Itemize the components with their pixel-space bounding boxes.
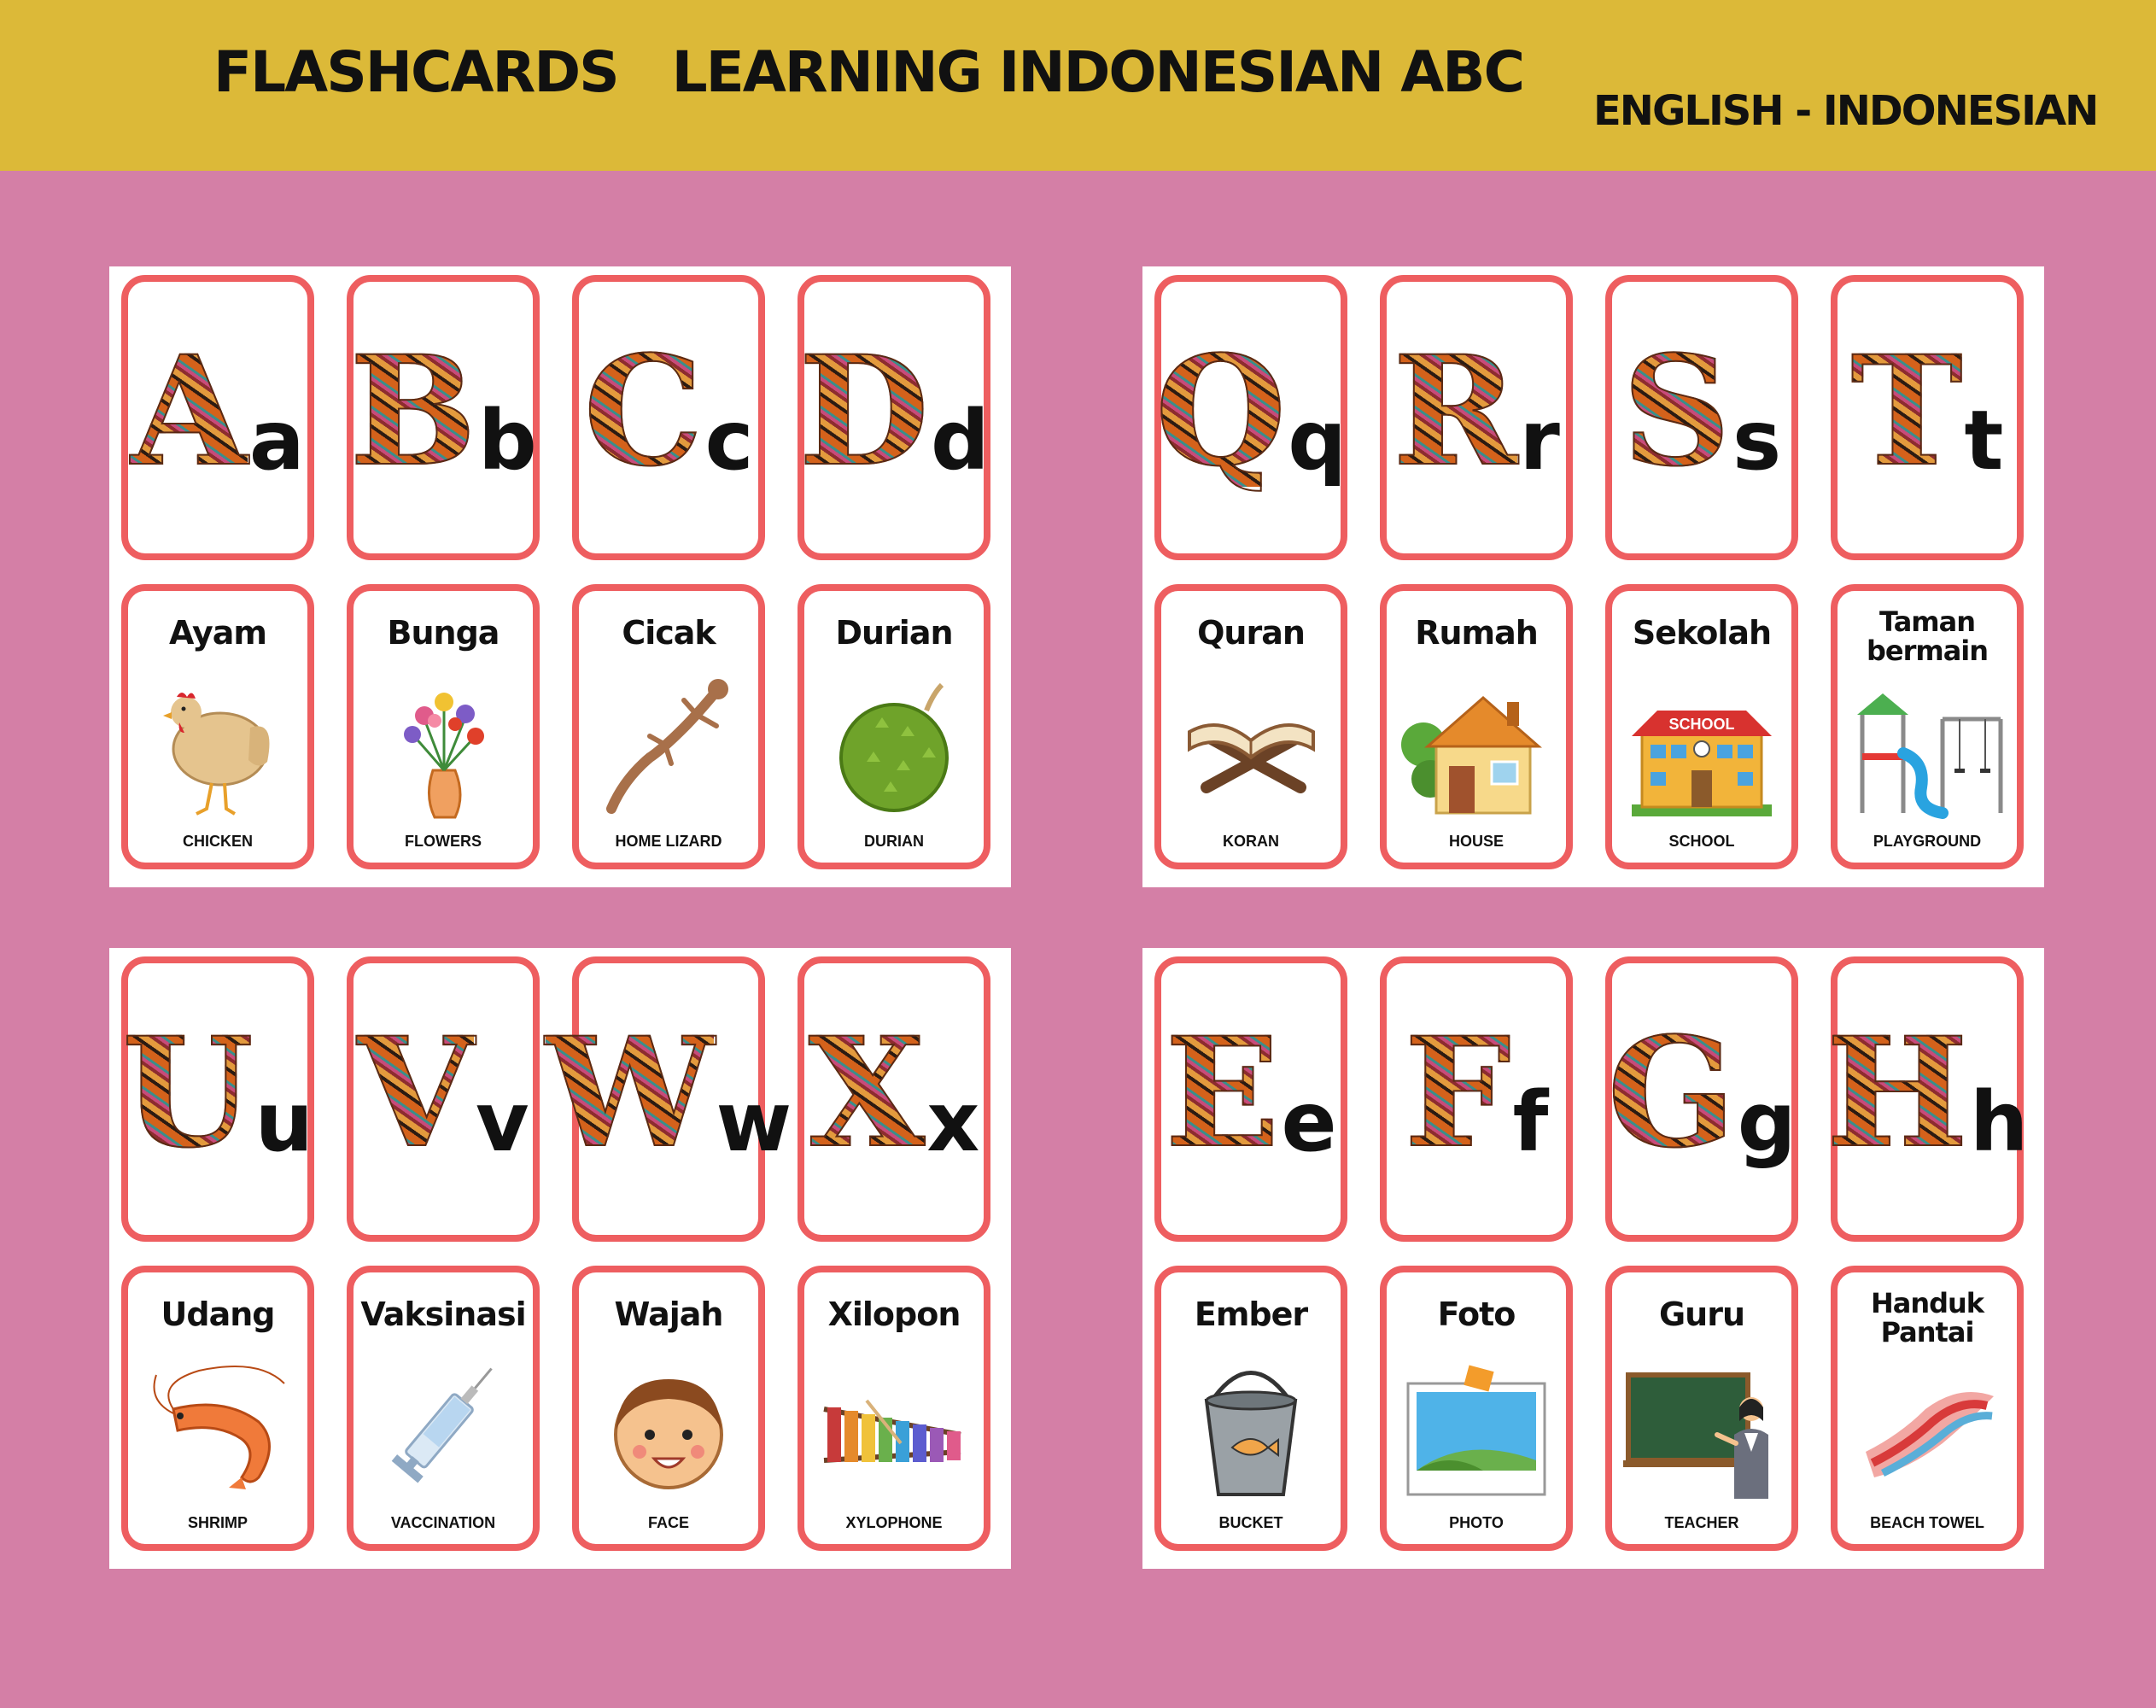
letter-pair xyxy=(798,323,990,500)
indonesian-word: Foto xyxy=(1437,1296,1516,1333)
lizard-icon xyxy=(590,668,747,822)
indonesian-word: Durian xyxy=(835,614,953,652)
uppercase-letter: R xyxy=(1393,323,1518,500)
letter-pair xyxy=(1387,1004,1566,1181)
uppercase-letter: C xyxy=(583,323,704,500)
word-card xyxy=(1380,1266,1573,1551)
uppercase-letter: X xyxy=(808,1004,926,1181)
word-card xyxy=(1380,584,1573,869)
house-icon xyxy=(1398,668,1555,822)
word-card xyxy=(1831,1266,2024,1551)
word-card xyxy=(347,1266,540,1551)
letter-pair xyxy=(1387,323,1566,500)
lowercase-letter: a xyxy=(248,393,305,488)
letter-pair xyxy=(1612,323,1791,500)
indonesian-word: Handuk Pantai xyxy=(1870,1287,1984,1348)
koran-icon xyxy=(1172,668,1329,822)
chicken-icon xyxy=(139,668,296,822)
english-translation: VACCINATION xyxy=(390,1514,496,1531)
letter-pair xyxy=(1826,1004,2029,1181)
english-translation: DURIAN xyxy=(864,833,924,850)
lowercase-letter: t xyxy=(1964,393,2004,488)
letter-card xyxy=(121,956,314,1242)
face-icon xyxy=(590,1349,747,1503)
word-card xyxy=(572,1266,765,1551)
english-translation: FLOWERS xyxy=(405,833,482,850)
flashcard-sheet xyxy=(1142,266,2044,887)
word-card xyxy=(1831,584,2024,869)
english-translation: PLAYGROUND xyxy=(1873,833,1982,850)
word-card xyxy=(1154,1266,1347,1551)
page-title: FLASHCARDS LEARNING INDONESIAN ABC xyxy=(213,39,1524,105)
lowercase-letter: h xyxy=(1969,1074,2029,1170)
indonesian-word: Cicak xyxy=(622,614,716,652)
english-translation: BEACH TOWEL xyxy=(1870,1514,1984,1531)
english-translation: TEACHER xyxy=(1664,1514,1739,1531)
uppercase-letter: G xyxy=(1607,1004,1736,1181)
uppercase-letter: Q xyxy=(1154,323,1287,500)
indonesian-word: Guru xyxy=(1658,1296,1745,1333)
english-translation: PHOTO xyxy=(1449,1514,1504,1531)
uppercase-letter: V xyxy=(357,1004,474,1181)
word-card xyxy=(1605,584,1798,869)
english-translation: HOUSE xyxy=(1448,833,1504,850)
letter-card xyxy=(1154,956,1347,1242)
uppercase-letter: D xyxy=(798,323,929,500)
letter-card xyxy=(572,275,765,560)
letter-card xyxy=(1605,275,1798,560)
indonesian-word: Xilopon xyxy=(827,1296,961,1333)
letter-card xyxy=(347,275,540,560)
flashcard-sheet xyxy=(109,266,1011,887)
lowercase-letter: d xyxy=(930,393,990,488)
indonesian-word: Ember xyxy=(1194,1296,1308,1333)
letter-card xyxy=(1380,956,1573,1242)
word-card xyxy=(572,584,765,869)
word-card xyxy=(798,1266,990,1551)
indonesian-word: Vaksinasi xyxy=(360,1296,526,1333)
lowercase-letter: q xyxy=(1288,393,1347,488)
photo-icon xyxy=(1398,1349,1555,1503)
letter-pair xyxy=(349,323,537,500)
word-card xyxy=(347,584,540,869)
school-sign-text: SCHOOL xyxy=(1668,716,1735,733)
indonesian-word: Rumah xyxy=(1415,614,1538,652)
english-translation: KORAN xyxy=(1223,833,1279,850)
letter-card xyxy=(1605,956,1798,1242)
word-card xyxy=(1154,584,1347,869)
word-card xyxy=(798,584,990,869)
indonesian-word: Taman bermain xyxy=(1866,605,1989,667)
indonesian-word: Wajah xyxy=(614,1296,723,1333)
lowercase-letter: g xyxy=(1737,1074,1797,1170)
playground-icon xyxy=(1849,668,2006,822)
english-translation: HOME LIZARD xyxy=(615,833,722,850)
lowercase-letter: x xyxy=(926,1074,980,1170)
lowercase-letter: e xyxy=(1281,1074,1337,1170)
xylophone-icon xyxy=(815,1349,973,1503)
letter-pair xyxy=(128,323,307,500)
uppercase-letter: E xyxy=(1165,1004,1280,1181)
letter-pair xyxy=(1838,323,2017,500)
word-card xyxy=(121,1266,314,1551)
shrimp-icon xyxy=(139,1349,296,1503)
lowercase-letter: w xyxy=(716,1074,792,1170)
letter-card xyxy=(1154,275,1347,560)
indonesian-word: Ayam xyxy=(168,614,267,652)
uppercase-letter: F xyxy=(1404,1004,1511,1181)
letter-pair xyxy=(1154,323,1347,500)
flashcard-sheet xyxy=(1142,948,2044,1569)
durian-icon xyxy=(815,668,973,822)
beach-towel-icon xyxy=(1849,1349,2006,1503)
letter-card xyxy=(1831,275,2024,560)
letter-pair xyxy=(804,1004,984,1181)
uppercase-letter: U xyxy=(122,1004,254,1181)
flowers-icon xyxy=(365,668,522,822)
english-translation: SHRIMP xyxy=(187,1514,248,1531)
uppercase-letter: S xyxy=(1621,323,1731,500)
letter-card xyxy=(347,956,540,1242)
lowercase-letter: u xyxy=(254,1074,313,1170)
uppercase-letter: T xyxy=(1850,323,1963,500)
letter-card xyxy=(545,956,792,1242)
lowercase-letter: s xyxy=(1732,393,1782,488)
letter-pair xyxy=(1607,1004,1797,1181)
letter-pair xyxy=(122,1004,313,1181)
word-card xyxy=(1605,1266,1798,1551)
uppercase-letter: W xyxy=(545,1004,715,1181)
english-translation: FACE xyxy=(647,1514,689,1531)
bucket-icon xyxy=(1172,1349,1329,1503)
english-translation: XYLOPHONE xyxy=(845,1514,943,1531)
lowercase-letter: v xyxy=(475,1074,529,1170)
teacher-icon xyxy=(1623,1349,1780,1503)
uppercase-letter: B xyxy=(349,323,477,500)
letter-card xyxy=(1826,956,2029,1242)
page-subtitle: ENGLISH - INDONESIAN xyxy=(1593,87,2098,135)
indonesian-word: Sekolah xyxy=(1632,614,1772,652)
english-translation: SCHOOL xyxy=(1668,833,1735,850)
syringe-icon xyxy=(365,1349,522,1503)
uppercase-letter: H xyxy=(1826,1004,1968,1181)
letter-pair xyxy=(579,323,758,500)
indonesian-word: Bunga xyxy=(387,614,500,652)
indonesian-word: Quran xyxy=(1197,614,1305,652)
letter-card xyxy=(1380,275,1573,560)
school-icon xyxy=(1623,668,1780,822)
letter-pair xyxy=(1161,1004,1341,1181)
english-translation: BUCKET xyxy=(1218,1514,1283,1531)
flashcard-sheet xyxy=(109,948,1011,1569)
lowercase-letter: b xyxy=(478,393,537,488)
letter-card xyxy=(798,956,990,1242)
english-translation: CHICKEN xyxy=(182,833,253,850)
letter-pair xyxy=(545,1004,792,1181)
lowercase-letter: c xyxy=(704,393,754,488)
lowercase-letter: f xyxy=(1512,1074,1549,1170)
letter-card xyxy=(121,275,314,560)
word-card xyxy=(121,584,314,869)
header-banner xyxy=(0,0,2156,171)
indonesian-word: Udang xyxy=(161,1296,275,1333)
uppercase-letter: A xyxy=(131,323,248,500)
letter-pair xyxy=(353,1004,533,1181)
letter-card xyxy=(798,275,990,560)
lowercase-letter: r xyxy=(1519,393,1560,488)
